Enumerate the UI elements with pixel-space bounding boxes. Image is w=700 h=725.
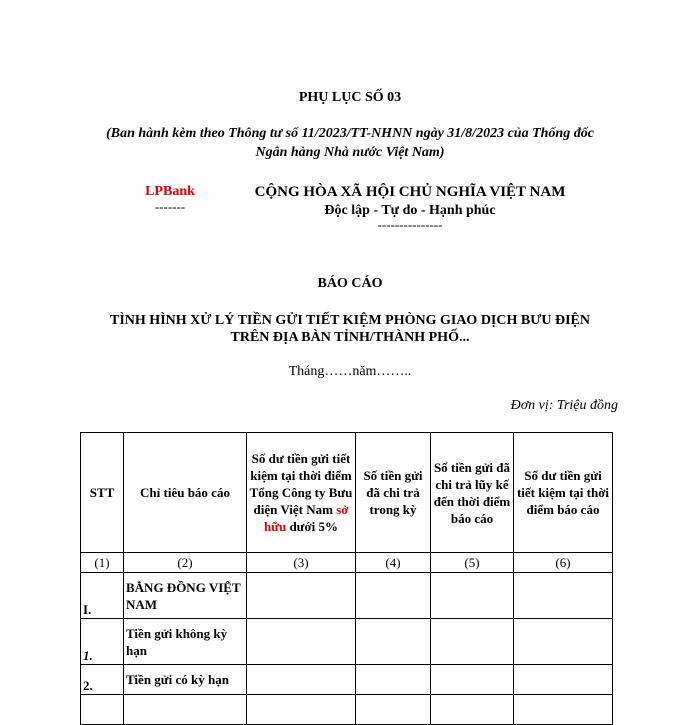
header-balance-owned: sở hữu	[263, 502, 349, 534]
national-motto: Độc lập - Tự do - Hạnh phúc	[324, 203, 496, 218]
header-balance-suffix: dưới 5%	[289, 519, 339, 534]
unit-label: Đơn vị: Triệu đồng	[510, 398, 618, 413]
report-subtitle-line-2: TRÊN ĐỊA BÀN TỈNH/THÀNH PHỐ...	[230, 330, 470, 345]
table-row	[81, 665, 613, 695]
row-label: Tiền gửi không kỳ hạn	[124, 619, 247, 665]
report-period: Tháng……năm……..	[288, 364, 412, 379]
column-number: (3)	[247, 553, 356, 573]
cell	[247, 695, 356, 725]
bank-divider: -------	[154, 199, 186, 214]
column-number: (1)	[81, 553, 124, 573]
appendix-title: PHỤ LỤC SỐ 03	[298, 90, 402, 105]
report-table	[80, 432, 613, 725]
legal-basis-subtitle	[0, 124, 700, 162]
cell	[356, 665, 431, 695]
row-label: Tiền gửi có kỳ hạn	[124, 665, 247, 695]
row-stt: 2.	[81, 665, 124, 695]
cell	[514, 665, 613, 695]
table-row	[81, 619, 613, 665]
cell	[514, 573, 613, 619]
cell	[356, 573, 431, 619]
report-subtitle-line-1: TÌNH HÌNH XỬ LÝ TIỀN GỬI TIẾT KIỆM PHÒNG GIAO DỊCH BƯU ĐIỆN	[110, 313, 590, 328]
header-balance-under-5	[247, 433, 356, 553]
bank-name: LPBank	[145, 184, 195, 199]
header-indicator: Chỉ tiêu báo cáo	[124, 433, 247, 553]
header-balance-text: Số dư tiền gửi tiết kiệm tại thời điểm Tổng Công ty Bưu điện Việt Nam	[249, 451, 353, 517]
cell	[247, 619, 356, 665]
row-stt: I.	[81, 573, 124, 619]
table-row	[81, 573, 613, 619]
table-header-row	[81, 433, 613, 553]
cell	[356, 695, 431, 725]
cell	[431, 573, 514, 619]
cell	[431, 665, 514, 695]
cell	[431, 619, 514, 665]
motto-divider: ---------------	[377, 217, 443, 232]
column-number: (5)	[431, 553, 514, 573]
subtitle-line-1: (Ban hành kèm theo Thông tư số 11/2023/TT-NHNN ngày 31/8/2023 của Thống đốc	[106, 126, 594, 141]
column-number: (2)	[124, 553, 247, 573]
header-paid-in-period: Số tiền gửi đã chi trả trong kỳ	[356, 433, 431, 553]
report-subtitle	[0, 312, 700, 346]
cell	[431, 695, 514, 725]
subtitle-line-2: Ngân hàng Nhà nước Việt Nam)	[255, 145, 445, 160]
cell	[81, 695, 124, 725]
header-balance-report-time: Số dư tiền gửi tiết kiệm tại thời điểm báo cáo	[514, 433, 613, 553]
report-title: BÁO CÁO	[317, 276, 383, 291]
cell	[514, 695, 613, 725]
cell	[514, 619, 613, 665]
column-number: (6)	[514, 553, 613, 573]
row-stt: 1.	[81, 619, 124, 665]
cell	[124, 695, 247, 725]
cell	[356, 619, 431, 665]
nation-title: CỘNG HÒA XÃ HỘI CHỦ NGHĨA VIỆT NAM	[254, 184, 566, 200]
bank-block	[120, 184, 220, 214]
header-paid-cumulative: Số tiền gửi đã chi trả lũy kế đến thời điểm báo cáo	[431, 433, 514, 553]
cell	[247, 573, 356, 619]
cell	[247, 665, 356, 695]
column-number: (4)	[356, 553, 431, 573]
row-label: BẰNG ĐỒNG VIỆT NAM	[124, 573, 247, 619]
table-row	[81, 695, 613, 725]
header-stt: STT	[81, 433, 124, 553]
column-number-row	[81, 553, 613, 573]
national-heading	[245, 182, 575, 231]
